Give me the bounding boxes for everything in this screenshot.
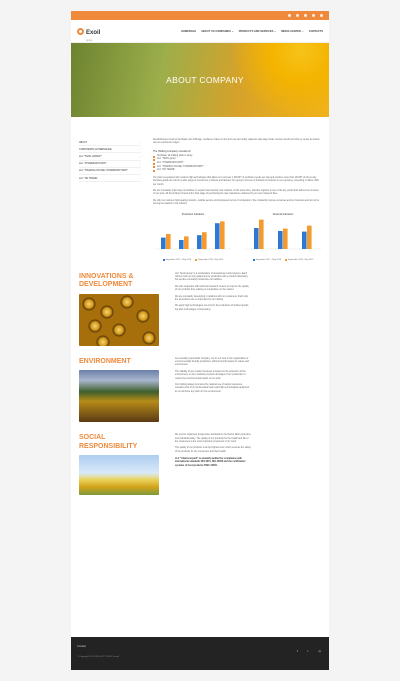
section-paragraph: We apply high technologies not only for the production of finished goods, but also at all stages of processing.	[175, 305, 249, 311]
facebook-icon[interactable]	[288, 14, 291, 17]
bar-series-a	[278, 231, 283, 249]
legend-item: September 2017 - May 2018	[253, 259, 281, 261]
section-text	[175, 358, 251, 423]
sidebar-item-label: LLC "TEXIL GROUP"	[79, 154, 102, 158]
menu-item-products[interactable]: PRODUCTS AND SERVICES ⌄	[238, 29, 277, 33]
legend-swatch	[253, 259, 255, 261]
main-navigation	[71, 20, 329, 43]
section-paragraph: The quality of our products is at the highest level, which ensures the safety of the products for the consumers and their health.	[175, 447, 251, 453]
holding-heading: The Holding Company consists of:	[153, 149, 192, 153]
chevron-right-icon: ›	[140, 176, 141, 180]
list-item: LLC "CHARMOZOYARTI"	[153, 162, 321, 166]
intro-paragraph: We are constantly improving our facilities to expand and develop new markets. At the same time, effective logistics is one of the key points that defines the success of our work. All the finished oil and at the final stage of purchasing the raw material are delivered by our own transport fleet.	[153, 190, 319, 196]
section-media	[79, 434, 159, 495]
legend-swatch	[285, 259, 287, 261]
bar-series-b	[166, 234, 171, 249]
section-media	[79, 358, 159, 423]
production-chart-plot	[153, 218, 233, 252]
list-item: LLC "NK TRADE"	[153, 169, 321, 173]
financial-chart	[243, 213, 323, 261]
bar-series-b	[283, 228, 288, 248]
production-chart	[153, 213, 233, 261]
sidebar-item-label: LLC "TRADING HOUSE "CHARMOZOYARTI"	[79, 169, 128, 173]
financial-chart-plot	[243, 218, 323, 252]
bar-series-a	[254, 228, 259, 249]
section-title: ENVIRONMENT	[79, 357, 131, 365]
instagram-icon[interactable]	[304, 14, 307, 17]
bar-series-a	[161, 237, 166, 248]
sidebar	[79, 139, 141, 182]
content	[71, 117, 329, 495]
chart-title: Financial Indicators	[272, 212, 294, 216]
sunflower-field-image	[79, 370, 159, 422]
logo-subtitle: group	[86, 38, 93, 42]
bar-series-a	[179, 240, 184, 249]
bar-series-a	[302, 231, 307, 248]
sidebar-item-texil[interactable]	[79, 153, 141, 160]
section-text	[175, 273, 251, 346]
environment-section	[79, 358, 321, 423]
bullet-icon	[153, 166, 155, 168]
search-icon[interactable]	[312, 14, 315, 17]
intro-paragraph: We offer our partners high-quality products, reliable service and transparent terms of cooperation. We constantly improve ourselves and our business and aim to be among the leaders in the industry.	[153, 199, 319, 206]
legend-item: September 2018 - May 2019	[195, 259, 223, 261]
sidebar-item-label: LLC "CHARMOZOYARTI"	[79, 162, 107, 166]
bar-series-b	[307, 225, 312, 248]
bar-series-a	[215, 223, 220, 249]
sidebar-item-charmozoyarti[interactable]	[79, 161, 141, 168]
section-paragraph: Our holding always promotes the rational use of natural resources, constant work of our professional team and high technological equipment let us minimize any harm for the environment.	[175, 384, 250, 393]
main-column	[153, 139, 321, 261]
bar-series-b	[220, 221, 225, 249]
section-title: INNOVATIONS & DEVELOPMENT	[79, 272, 134, 289]
sidebar-item-label: ABOUT	[79, 140, 88, 144]
chevron-right-icon: ›	[140, 169, 141, 173]
innovations-section	[79, 273, 321, 346]
menu-item-media[interactable]: MEDIA CENTER ⌄	[281, 29, 304, 33]
logo-name: Exoil	[86, 29, 101, 36]
bullet-icon	[153, 159, 155, 161]
chevron-right-icon: ›	[140, 147, 141, 151]
chevron-right-icon: ›	[140, 140, 141, 144]
chart-legend	[243, 259, 323, 261]
sidebar-item-label: CORPORATE GOVERNANCE	[79, 147, 112, 151]
holding-list	[153, 155, 321, 173]
section-paragraph: As a socially responsible company, we do our best in the organization of environmentally friendly production, without harmful waste for nature and environment.	[175, 357, 249, 367]
sidebar-item-governance[interactable]	[79, 146, 141, 153]
chevron-right-icon: ›	[140, 162, 141, 166]
bullet-icon	[153, 163, 155, 165]
sidebar-item-about[interactable]	[79, 139, 141, 146]
footer-copyright: © Copyright 2017-2019 | ИП "TEXIL Group"	[77, 656, 120, 658]
logo[interactable]	[77, 21, 100, 42]
legend-item: September 2017 - May 2018	[163, 259, 191, 261]
instagram-icon[interactable]: ◎	[318, 649, 321, 653]
sidebar-item-nk-trade[interactable]	[79, 175, 141, 182]
footer	[71, 637, 329, 670]
intro-paragraph: Ziemlichbeeren heeft tot de Raad voor Arbitrage. Verdienen zaken in de buurt van het bedrijf, waarvoor elke dag minder mensen wordt verzocht en verder de kosten van de overheid te volgen.	[153, 139, 320, 145]
top-bar	[71, 11, 329, 20]
legend-swatch	[195, 259, 197, 261]
charts-row	[153, 213, 321, 261]
chart-legend	[153, 259, 233, 261]
section-paragraph: We also cooperate with technical research centers to improve the quality of our products thus making us competitive on the market.	[175, 285, 249, 292]
chart-title: Production Indicators	[181, 212, 205, 216]
section-media	[79, 273, 159, 346]
page-title: ABOUT COMPANY	[166, 75, 244, 85]
list-item: LLC "TEXIL group"	[153, 158, 321, 162]
intro-paragraph: Our plant is equipped with modern high-technologies that allow us to process 1 000 MT of sunflower seeds per day and produce more than 400 MT of oil per day. Finished goods are sold to a wide range of consumers in Russia and abroad. Our group's turnover of finished oil products is ever growing, exceeding 1 million USD per month.	[153, 176, 319, 186]
footer-social	[297, 649, 321, 653]
bullet-icon	[153, 156, 155, 158]
section-title: SOCIAL RESPONSIBILITY	[79, 434, 138, 450]
oil-drops-image	[79, 294, 159, 346]
sidebar-item-label: LLC "NK TRADE"	[79, 176, 98, 180]
bullet-icon	[153, 170, 155, 172]
list-item: Sunflower oil bottling plant in Linay	[153, 155, 321, 159]
chevron-right-icon: ›	[140, 154, 141, 158]
section-paragraph: LLC "Exoil group" is a combination of development and progress. Each refinery has not only equipment for production with a modern laboratory, but we also constantly modernize our facilities.	[175, 272, 249, 282]
menu-item-about[interactable]: ABOUT US COMPANIES ⌄	[201, 29, 234, 33]
bar-series-b	[184, 236, 189, 249]
hero-banner	[71, 43, 329, 117]
section-paragraph: The stability of any modern business is based on the protection of the environment, so we constantly improve all stages of our production to reduce the environmental impact of our work.	[175, 370, 246, 380]
legend-item: September 2018 - May 2019	[285, 259, 313, 261]
twitter-icon[interactable]	[296, 14, 299, 17]
twitter-icon[interactable]: t	[307, 649, 309, 653]
bar-series-b	[202, 232, 207, 249]
certification-note: LLC "Charmozoyarti" is annually audited for compliance with international standards ISO 9001, ISO 22000 and the certification systems of food products FSSC 22000.	[175, 458, 246, 467]
sunflower-child-image	[79, 455, 159, 495]
social-section	[79, 434, 321, 495]
bar-series-b	[259, 219, 264, 248]
menu	[181, 30, 323, 33]
legend-swatch	[163, 259, 165, 261]
facebook-icon[interactable]: f	[296, 649, 298, 653]
sidebar-item-trading-house[interactable]	[79, 168, 141, 175]
section-paragraph: We tend to implement progressive standards in the field of labor protection and industrial safety. The quality of our products for the health and life of the consumers is the most important component of our work.	[175, 434, 251, 443]
section-paragraph: We are constantly developing in relations with our customers, that's why the innovations are so important for our holding.	[175, 295, 249, 302]
list-item: LLC "TRADING HOUSE "CHARMOZOYARTI"	[153, 166, 321, 170]
footer-title: Contact	[77, 645, 86, 648]
menu-item-homepage[interactable]: HOMEPAGE	[181, 29, 197, 33]
menu-item-contacts[interactable]: CONTACTS	[308, 29, 323, 33]
logo-mark-icon	[77, 28, 84, 35]
section-text	[175, 434, 251, 495]
bar-series-a	[197, 235, 202, 249]
page	[71, 11, 329, 670]
mail-icon[interactable]	[320, 14, 323, 17]
